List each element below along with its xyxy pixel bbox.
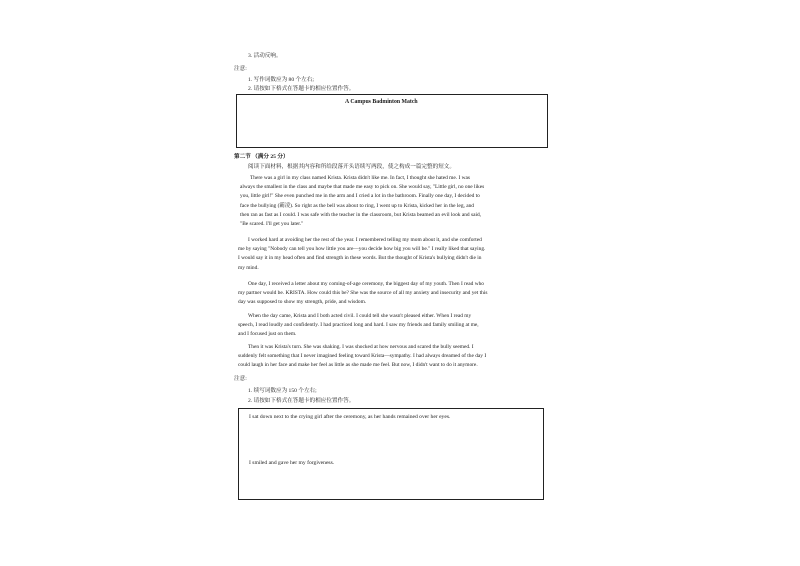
text-line: could laugh in her face and make her feel as little as she made me feel. But now, I didn't want to do it anymore. xyxy=(238,362,478,369)
passage-paragraph-4 xyxy=(238,312,540,340)
note-label-1: 注意: xyxy=(234,66,247,72)
passage-paragraph-2 xyxy=(238,236,540,273)
text-line: my mind. xyxy=(238,264,259,271)
text-line: always the smallest in the class and maybe that made me easy to pick on. She would say, "Little girl, no one likes xyxy=(240,184,485,191)
passage-paragraph-3 xyxy=(238,280,540,308)
text-line: I worked hard at avoiding her the rest of the year. I remembered telling my mom about it, and she comforted xyxy=(248,237,482,243)
passage-paragraph-5 xyxy=(238,343,540,371)
answer-box-2[interactable] xyxy=(238,408,544,500)
text-line: There was a girl in my class named Krista. Krista didn't like me. In fact, I thought she hated me. I was xyxy=(250,175,470,181)
text-line: speech, I read loudly and confidently. I had practiced long and hard. I saw my friends and family smiling at me, xyxy=(238,322,479,329)
text-line: and I focused just on them. xyxy=(238,331,297,338)
note-label-2: 注意: xyxy=(234,376,247,382)
box-title: A Campus Badminton Match xyxy=(345,99,418,105)
note-2-2: 2. 请按如下格式在答题卡的相应位置作答。 xyxy=(248,398,355,404)
text-line: face the bullying (霸凌). So right as the bell was about to ring, I went up to Krista, kicked her in the leg, and xyxy=(240,202,474,209)
text-line: Then it was Krista's turn. She was shaking. I was shocked at how nervous and scared the bully seemed. I xyxy=(248,344,474,350)
text-line: suddenly felt something that I never imagined feeling toward Krista—sympathy. I had always dreamed of the day I xyxy=(238,353,487,360)
text-line: "Be scared. I'll get you later." xyxy=(240,221,304,228)
text-line: then ran as fast as I could. I was safe with the teacher in the classroom, but Krista beamed an evil look and said, xyxy=(240,211,482,218)
passage-paragraph-1 xyxy=(240,174,540,229)
text-line: I would say it in my head often and find strength in these words. But the thought of Krista's bullying didn't die in xyxy=(238,255,482,262)
note-1-2: 2. 请按如下格式在答题卡的相应位置作答。 xyxy=(248,86,355,92)
continuation-opening-1: I sat down next to the crying girl after the ceremony, as her hands remained over her eyes. xyxy=(249,414,451,420)
continuation-opening-2: I smiled and gave her my forgiveness. xyxy=(249,460,335,466)
text-line: When the day came, Krista and I both acted civil. I could tell she wasn't pleased either. When I read my xyxy=(248,313,472,319)
note-1-1: 1. 写作词数应为 80 个左右; xyxy=(248,77,314,83)
text-line: me by saying "Nobody can tell you how little you are—you decide how big you will be." I really liked that saying. xyxy=(238,246,486,253)
text-line: you, little girl!" She even punched me in the arm and I cried a lot in the bathroom. Finally one day, I decided to xyxy=(240,193,480,200)
section-heading: 第二节 （满分 25 分） xyxy=(234,154,289,160)
text-line: my partner would be. KRISTA. How could this be? She was the source of all my anxiety and insecurity and yet this xyxy=(238,290,488,297)
note-2-1: 1. 续写词数应为 150 个左右; xyxy=(248,388,317,394)
section-instruction: 阅读下面材料，根据其内容和所给段落开头语续写两段，使之构成一篇完整的短文。 xyxy=(248,164,455,170)
text-line: One day, I received a letter about my coming-of-age ceremony, the biggest day of my youth. Then I read who xyxy=(248,281,485,287)
answer-box-1[interactable] xyxy=(236,94,548,148)
item-3: 3. 活动反响。 xyxy=(248,53,282,59)
text-line: day was supposed to show my strength, pride, and wisdom. xyxy=(238,299,367,306)
